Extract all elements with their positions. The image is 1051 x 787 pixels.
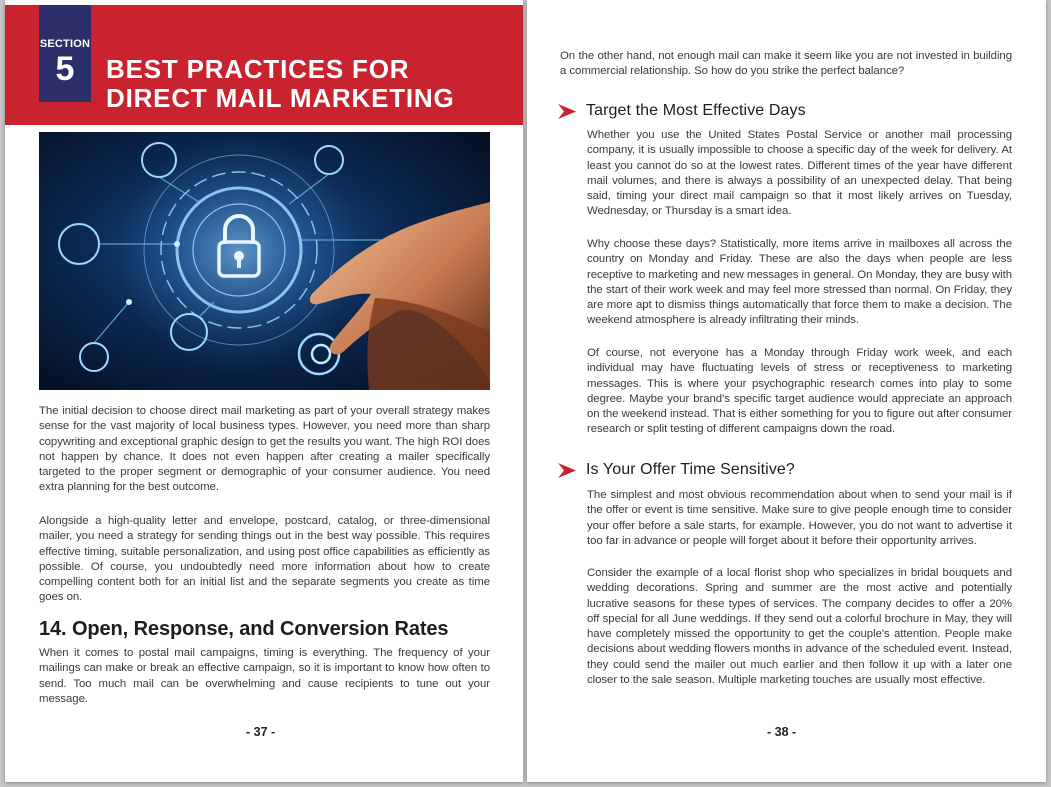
heading-target-days [558, 102, 806, 120]
body-paragraph: When it comes to postal mail campaigns, timing is everything. The frequency of your mailings can make or break an effective campaign, so it is important to know how often to send. Too much mail can be overwhelming and cause recipients to tune out your message. [39, 647, 490, 705]
body-paragraph: Alongside a high-quality letter and envelope, postcard, catalog, or three-dimensional mailer, you need a strategy for sending things out in the best way possible. This requires effective timing, suitable personalization, and using post office capabilities as efficiently as possible. Of course, you undoubtedly need more information about how to create compelling content both for an initial list and the separate segments you create as time goes on. [39, 515, 490, 604]
section-title [106, 55, 455, 113]
section-number: 5 [55, 50, 75, 88]
section-title-line1: BEST PRACTICES FOR [106, 54, 410, 84]
right-page [527, 0, 1046, 782]
chevron-right-icon [558, 463, 576, 478]
subsection-heading: 14. Open, Response, and Conversion Rates [39, 618, 449, 640]
body-paragraph: Of course, not everyone has a Monday through Friday work week, and each individual may have fluctuating levels of stress or receptiveness to marketing messages. This is where your psychographic research comes into play to some degree. Maybe your brand's specific target audience would appreciate an approach on the weekend instead. That is either something for you to figure out after consumer research or split testing of different campaigns down the road. [587, 347, 1012, 436]
page-number: - 38 - [767, 725, 797, 739]
body-paragraph: On the other hand, not enough mail can make it seem like you are not invested in building a commercial relationship. So how do you strike the perfect balance? [560, 50, 1012, 78]
left-page [5, 0, 523, 782]
body-paragraph: Consider the example of a local florist shop who specializes in bridal bouquets and wedding decorations. Spring and summer are the most active and potentially lucrative seasons for these types of services. The company decides to offer a 20% off special for all June weddings. If they send out a colorful brochure in May, they will have completely missed the opportunity to get the couple's attention. People make decisions about wedding flowers months in advance of the scheduled event. Instead, they could send the mailer out much earlier and then follow it up with a later one closer to the sale season. Multiple marketing touches are usually most effective. [587, 567, 1012, 687]
page-number: - 37 - [246, 725, 276, 739]
section-banner [5, 5, 523, 125]
section-label: SECTION [39, 38, 91, 50]
body-paragraph: The initial decision to choose direct mail marketing as part of your overall strategy makes sense for the vast majority of local business types. However, you need more than sharp copywriting and exceptional graphic design to get the results you want. The high ROI does not happen by chance. It does not even happen after creating a mailer specifically targeted to the proper segment or demographic of your consumer audience. You need extra planning for the best outcome. [39, 405, 490, 494]
section-title-line2: DIRECT MAIL MARKETING [106, 83, 455, 113]
body-paragraph: Whether you use the United States Postal Service or another mail processing company, it is usually impossible to choose a specific day of the week for delivery. At least you cannot do so at the lowest rates. Different times of the year have different mail volumes, and there is always a possibility of an unexpected delay. That being said, timing your direct mail campaign so that it most likely arrives on Tuesday, Wednesday, or Thursday is a smart idea. [587, 129, 1012, 218]
section-number-box [39, 5, 91, 102]
chevron-right-icon [558, 104, 576, 119]
security-lock-hand-image [39, 132, 490, 390]
heading-text: Target the Most Effective Days [586, 102, 806, 119]
body-paragraph: The simplest and most obvious recommendation about when to send your mail is if the offer or event is time sensitive. Make sure to give people enough time to consider your offer before a sale starts, for example. However, you do not want to advertise it too far in advance or people will forget about it before their opportunity arrives. [587, 489, 1012, 547]
heading-text: Is Your Offer Time Sensitive? [586, 461, 795, 478]
heading-offer-time-sensitive [558, 461, 795, 479]
body-paragraph: Why choose these days? Statistically, more items arrive in mailboxes all across the country on Monday and Friday. These are also the days when people are less receptive to marketing and new messages in general. On Monday, they are busy with the start of their work week and may feel more stressed than normal. On Friday, they are more apt to dismiss things automatically that force them to make a decision. The weekend atmosphere is already infiltrating their minds. [587, 238, 1013, 327]
